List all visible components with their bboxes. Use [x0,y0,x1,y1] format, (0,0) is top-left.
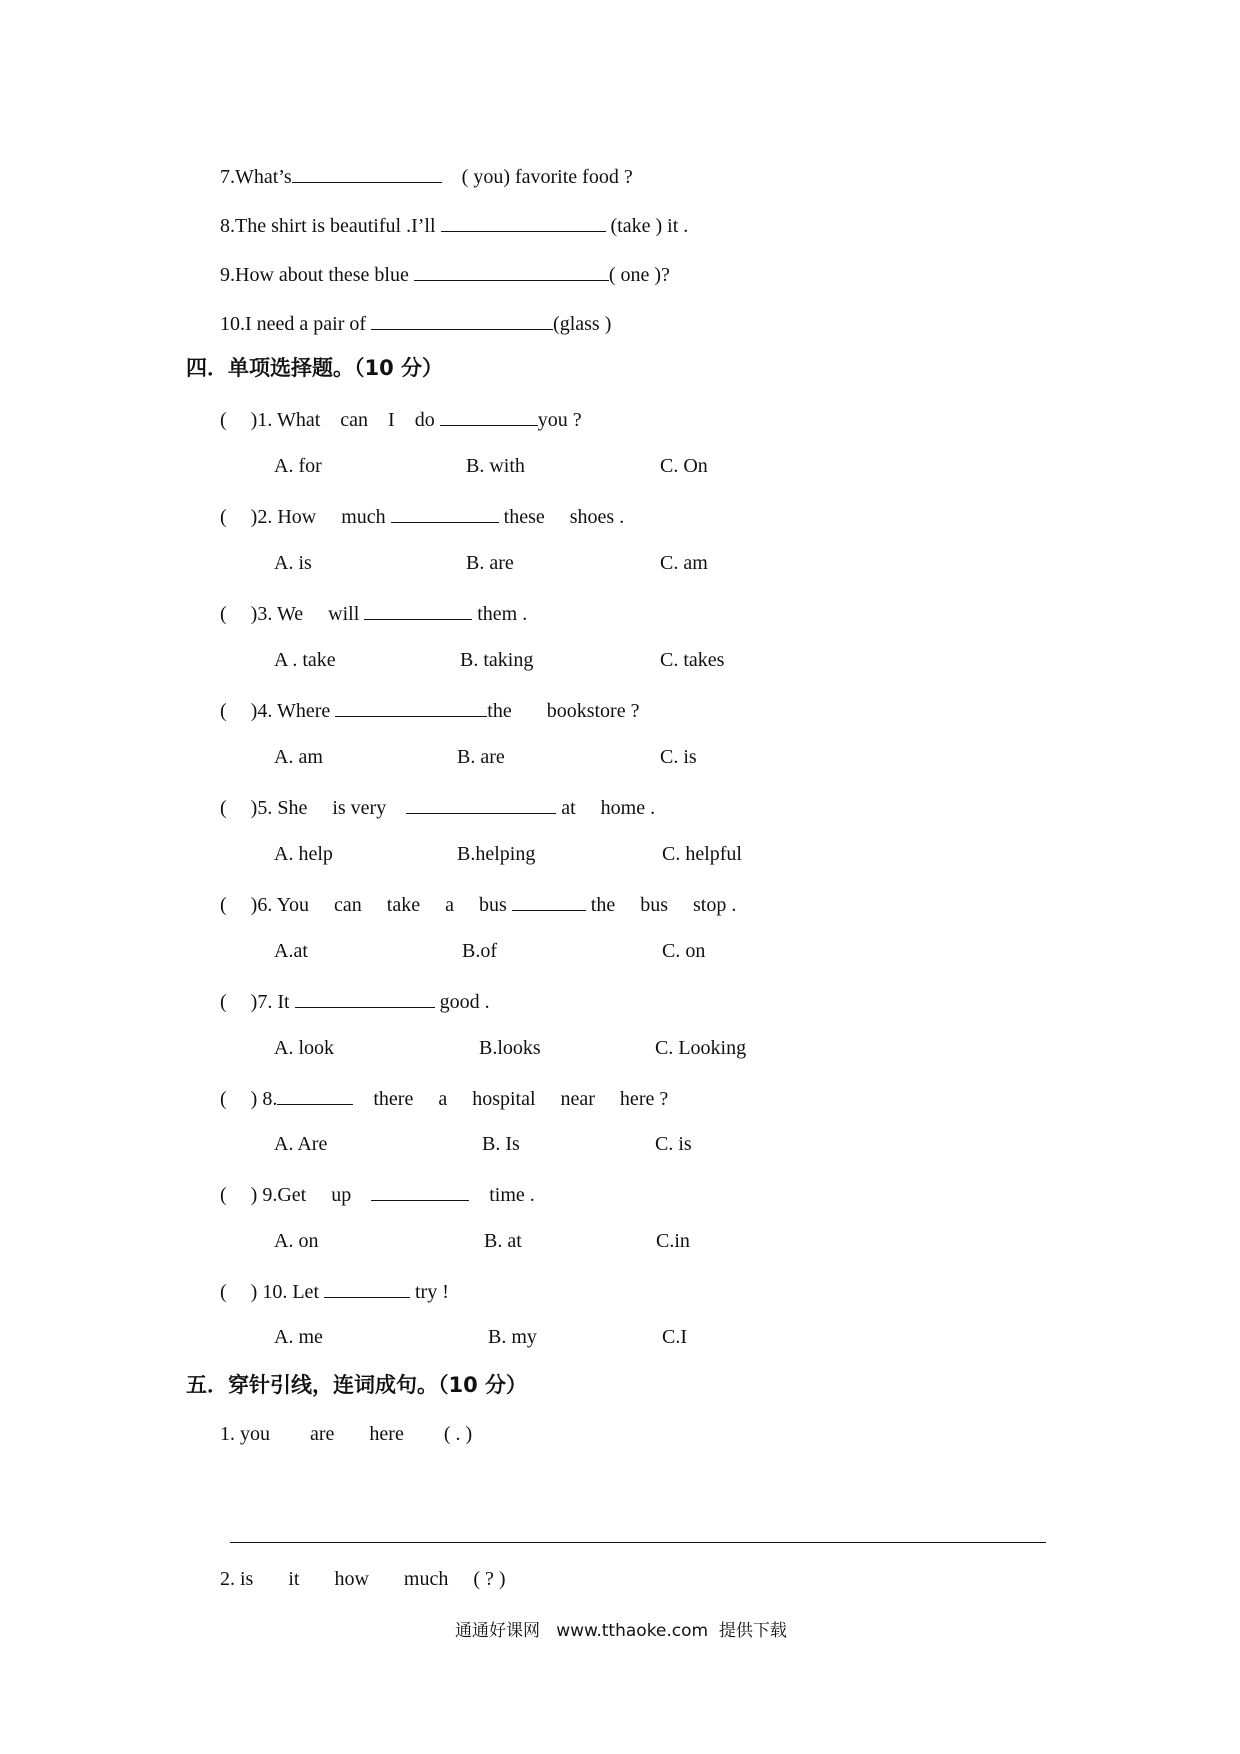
question-text: You can take a bus [276,894,507,916]
option-b: B. my [488,1326,537,1348]
page-footer: 通通好课网 www.tthaoke.com 提供下载 [455,1621,787,1641]
option-a: A. look [274,1037,334,1059]
answer-paren[interactable]: ( [220,506,227,528]
question-text: the bus stop . [590,894,737,916]
question-text: good . [439,991,490,1013]
option-c: C. is [655,1133,692,1155]
answer-blank[interactable] [414,260,609,281]
option-b: B. at [484,1230,522,1252]
question-text: time . [489,1184,535,1206]
question-number: ) 8. [250,1088,278,1110]
answer-paren[interactable]: ( [220,1184,227,1206]
question-text: the bookstore ? [487,700,640,722]
item-text: 9.How about these blue [220,264,409,286]
question-text: What can I do [276,409,435,431]
option-b: B. are [466,552,514,574]
section-4-title: 四．单项选择题。（10 分） [186,356,444,380]
option-a: A. am [274,746,323,768]
question-10 [220,1277,449,1304]
option-c: C. On [660,455,708,477]
question-8 [220,1084,668,1111]
question-number: )1. [250,409,273,431]
option-a: A. help [274,843,333,865]
fill-in-item-9 [220,260,670,287]
question-number: ) 10. [250,1281,288,1303]
option-a: A. on [274,1230,319,1252]
question-text: It [277,991,290,1013]
option-a: A . take [274,649,336,671]
option-c: C. helpful [662,843,742,865]
item-text: ( one )? [608,264,670,286]
item-text: 7.What’s [220,166,292,188]
answer-blank [391,502,499,523]
question-number: )5. [250,797,273,819]
answer-blank [277,1084,353,1105]
question-number: )4. [250,700,273,722]
question-number: )6. [250,894,273,916]
option-b: B. with [466,455,525,477]
option-a: A. Are [274,1133,328,1155]
item-text: (take ) it . [610,215,689,237]
question-text: these shoes . [503,506,625,528]
question-3 [220,599,527,626]
question-1 [220,405,582,432]
fill-in-item-7 [220,162,633,189]
option-a: A. for [274,455,322,477]
question-text: Get up [277,1184,352,1206]
option-a: A. is [274,552,312,574]
fill-in-item-10 [220,309,611,336]
question-text: there a hospital near here ? [373,1088,669,1110]
answer-blank [512,890,586,911]
answer-blank [324,1277,410,1298]
option-c: C. Looking [655,1037,747,1059]
item-text: ( you) favorite food ? [461,166,633,188]
item-text: (glass ) [553,313,612,335]
question-number: )7. [250,991,273,1013]
question-number: )2. [250,506,273,528]
answer-paren[interactable]: ( [220,1281,227,1303]
question-4 [220,696,639,723]
answer-paren[interactable]: ( [220,603,227,625]
option-c: C.in [656,1230,690,1252]
option-c: C.I [662,1326,687,1348]
option-c: C. am [660,552,708,574]
answer-paren[interactable]: ( [220,700,227,722]
sentence-item-2: 2. is it how much ( ? ) [220,1568,506,1590]
question-text: you ? [537,409,582,431]
answer-blank [364,599,472,620]
answer-paren[interactable]: ( [220,991,227,1013]
fill-in-item-8 [220,211,688,238]
section-5-title: 五．穿针引线，连词成句。（10 分） [186,1373,528,1397]
answer-blank[interactable] [441,211,606,232]
answer-blank [440,405,538,426]
option-a: A.at [274,940,308,962]
question-text: How much [277,506,386,528]
question-number: )3. [250,603,273,625]
sentence-item-1: 1. you are here ( . ) [220,1423,473,1445]
option-b: B.of [462,940,497,962]
answer-blank [335,696,487,717]
question-2 [220,502,624,529]
answer-paren[interactable]: ( [220,409,227,431]
question-text: them . [477,603,528,625]
question-text: at home . [561,797,656,819]
answer-paren[interactable]: ( [220,797,227,819]
question-text: She is very [277,797,387,819]
option-b: B. Is [482,1133,520,1155]
question-text: Where [276,700,331,722]
answer-blank [371,1180,469,1201]
answer-blank [406,793,556,814]
option-b: B.looks [479,1037,541,1059]
question-text: try ! [415,1281,449,1303]
item-text: 10.I need a pair of [220,313,367,335]
question-7 [220,987,490,1014]
answer-blank [295,987,435,1008]
answer-paren[interactable]: ( [220,894,227,916]
question-9 [220,1180,535,1207]
answer-blank[interactable] [371,309,553,330]
answer-paren[interactable]: ( [220,1088,227,1110]
item-text: 8.The shirt is beautiful .I’ll [220,215,436,237]
option-a: A. me [274,1326,323,1348]
question-text: We will [276,603,360,625]
option-b: B.helping [457,843,536,865]
answer-line[interactable] [230,1542,1046,1543]
option-c: C. takes [660,649,725,671]
question-text: Let [292,1281,319,1303]
option-c: C. is [660,746,697,768]
question-6 [220,890,736,917]
option-c: C. on [662,940,706,962]
question-5 [220,793,655,820]
option-b: B. are [457,746,505,768]
option-b: B. taking [460,649,534,671]
question-number: ) 9. [250,1184,278,1206]
answer-blank[interactable] [292,162,442,183]
